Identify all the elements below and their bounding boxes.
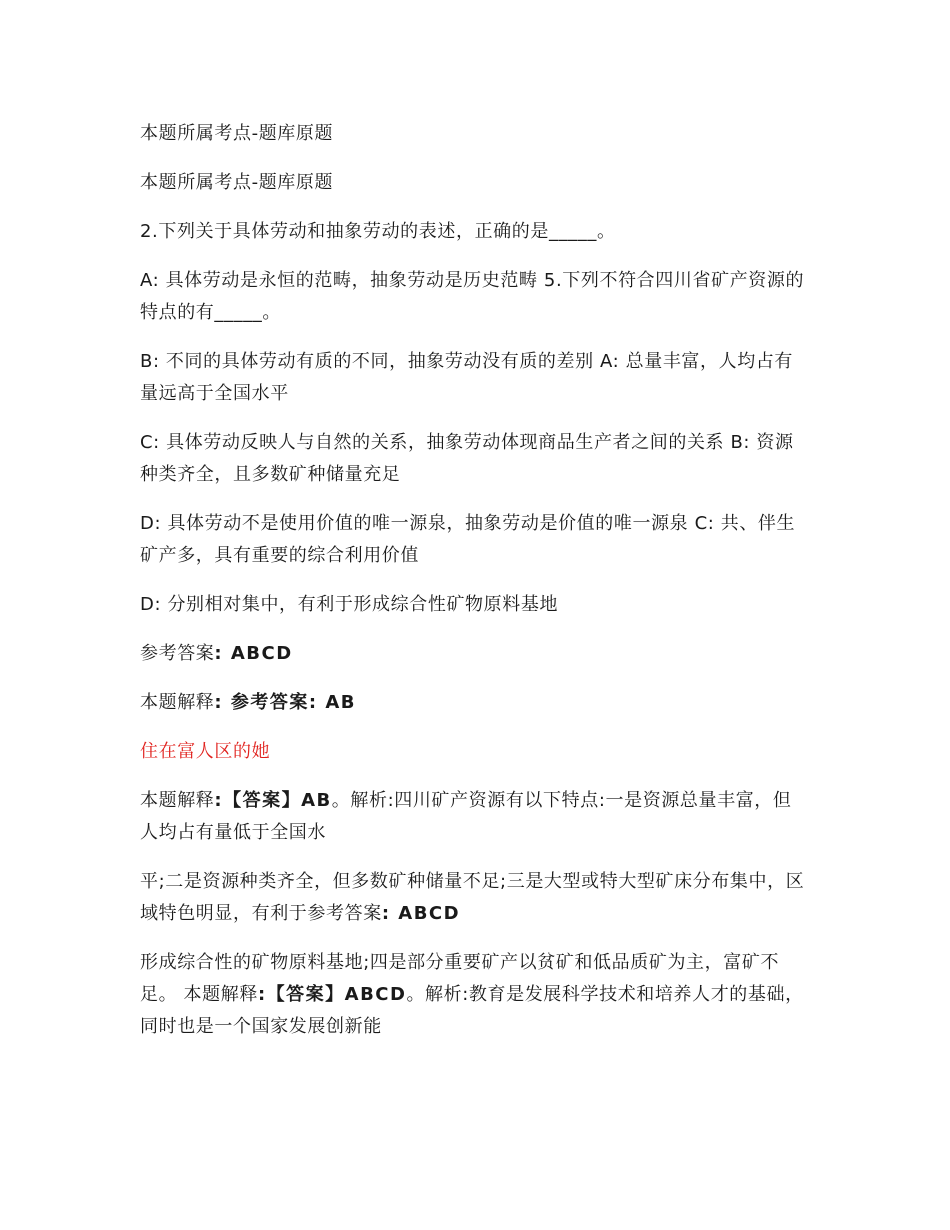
explanation-label: 本题解释 bbox=[140, 692, 215, 713]
explanation-value: : AB bbox=[308, 692, 356, 713]
topic-note-2 bbox=[140, 167, 810, 199]
question-stem-text: 2.下列关于具体劳动和抽象劳动的表述，正确的是_____。 bbox=[140, 221, 616, 242]
explanation-answer bbox=[140, 687, 810, 719]
option-d-second bbox=[140, 589, 810, 621]
explanation-2-text: 平;二是资源种类齐全，但多数矿种储量不足;三是大型或特大型矿床分布集中，区域特色明显，有利于参考答案 bbox=[140, 871, 805, 924]
topic-note-1 bbox=[140, 118, 810, 150]
explanation-3-label: 本题解释 bbox=[183, 984, 258, 1005]
explanation-1-answer: :【答案】AB bbox=[214, 790, 332, 811]
explanation-3-answer: :【答案】ABCD bbox=[257, 984, 407, 1005]
reference-answer-label: 参考答案 bbox=[140, 643, 215, 664]
option-c bbox=[140, 427, 810, 491]
explanation-1-text: 。解析:四川矿产资源有以下特点:一是资源总量丰富，但人均占有量低于全国水 bbox=[140, 790, 792, 843]
option-b-text: B: 不同的具体劳动有质的不同，抽象劳动没有质的差别 A: 总量丰富，人均占有量远高于全国水平 bbox=[140, 351, 794, 404]
red-heading-text: 住在富人区的她 bbox=[140, 741, 271, 762]
red-heading bbox=[140, 736, 810, 768]
option-a bbox=[140, 265, 810, 329]
document-body bbox=[140, 118, 810, 1060]
reference-answer bbox=[140, 638, 810, 670]
explanation-paragraph-1 bbox=[140, 785, 810, 849]
option-d-second-text: D: 分别相对集中，有利于形成综合性矿物原料基地 bbox=[140, 594, 559, 615]
option-c-text: C: 具体劳动反映人与自然的关系，抽象劳动体现商品生产者之间的关系 B: 资源种类齐全，且多数矿种储量充足 bbox=[140, 432, 794, 485]
option-d-text: D: 具体劳动不是使用价值的唯一源泉，抽象劳动是价值的唯一源泉 C: 共、伴生矿产多，具有重要的综合利用价值 bbox=[140, 513, 796, 566]
explanation-paragraph-3 bbox=[140, 947, 810, 1043]
option-b bbox=[140, 346, 810, 410]
explanation-paragraph-2 bbox=[140, 866, 810, 930]
explanation-1-label: 本题解释 bbox=[140, 790, 215, 811]
explanation-2-value: : ABCD bbox=[381, 903, 461, 924]
topic-note-2-text: 本题所属考点-题库原题 bbox=[140, 172, 334, 193]
reference-answer-value: : ABCD bbox=[214, 643, 293, 664]
option-d bbox=[140, 508, 810, 572]
explanation-3-tail: 。解析:教育是发展科学技术和培养人才的基础，同时也是一个国家发展创新能 bbox=[140, 984, 804, 1037]
question-stem bbox=[140, 216, 810, 248]
topic-note-1-text: 本题所属考点-题库原题 bbox=[140, 123, 334, 144]
explanation-mid: : 参考答案 bbox=[214, 692, 309, 713]
option-a-text: A: 具体劳动是永恒的范畴，抽象劳动是历史范畴 5.下列不符合四川省矿产资源的特点的有_____。 bbox=[140, 270, 805, 323]
explanation-3-text: 形成综合性的矿物原料基地;四是部分重要矿产以贫矿和低品质矿为主，富矿不足。 bbox=[140, 952, 780, 1005]
